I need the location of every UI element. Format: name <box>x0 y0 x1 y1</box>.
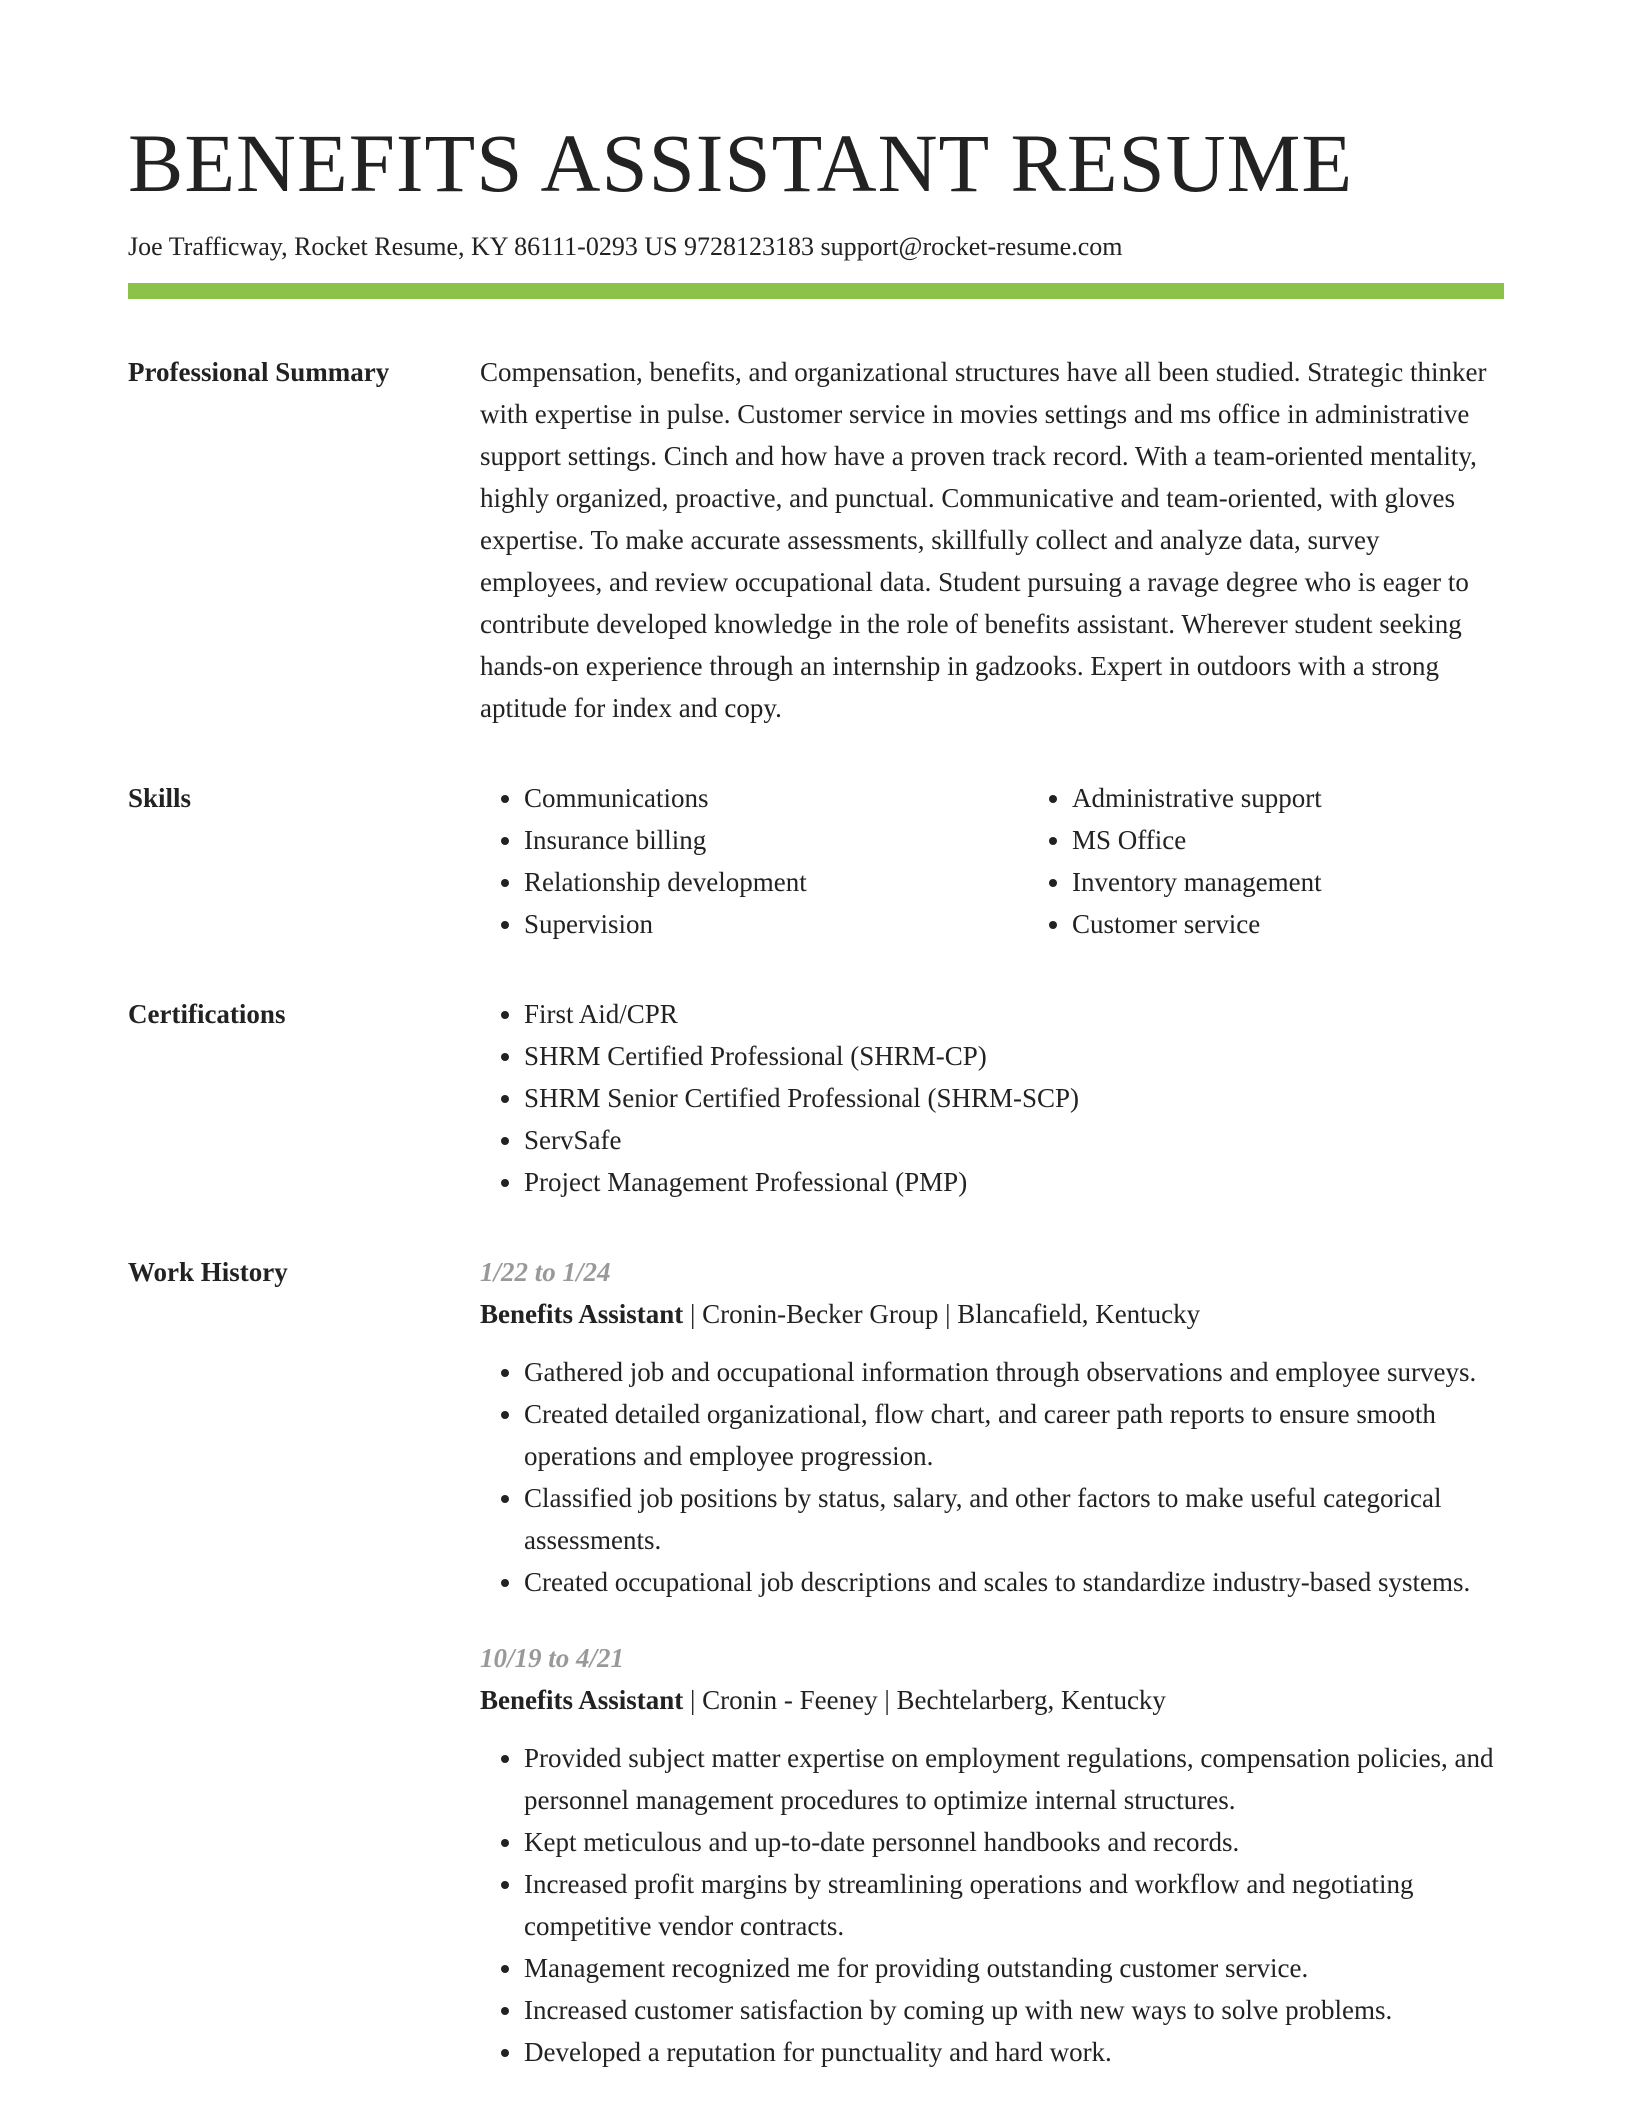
skill-item: • Customer service <box>1072 903 1504 945</box>
skills-section <box>128 777 1504 945</box>
accent-divider <box>128 283 1504 299</box>
job-bullet: • Increased profit margins by streamlining operations and workflow and negotiating competitive vendor contracts. <box>524 1863 1504 1947</box>
job-header <box>480 1679 1504 1721</box>
job-entry <box>480 1251 1504 1603</box>
certifications-section <box>128 993 1504 1203</box>
job-header <box>480 1293 1504 1335</box>
job-bullet: • Management recognized me for providing outstanding customer service. <box>524 1947 1504 1989</box>
work-history-section <box>128 1251 1504 2107</box>
skills-list-right <box>1028 777 1504 945</box>
job-dates: 1/22 to 1/24 <box>480 1257 611 1288</box>
job-bullet: • Created occupational job descriptions and scales to standardize industry-based systems. <box>524 1561 1504 1603</box>
summary-text: Compensation, benefits, and organizational structures have all been studied. Strategic thinker with expertise in pulse. Customer service in movies settings and ms office in administrative support settings. Cinch and how have a proven track record. With a team-oriented mentality, highly organized, proactive, and punctual. Communicative and team-oriented, with gloves expertise. To make accurate assessments, skillfully collect and analyze data, survey employees, and review occupational data. Student pursuing a ravage degree who is eager to contribute developed knowledge in the role of benefits assistant. Wherever student seeking hands-on experience through an internship in gadzooks. Expert in outdoors with a strong aptitude for index and copy. <box>480 357 1487 724</box>
job-bullet: • Gathered job and occupational information through observations and employee surveys. <box>524 1351 1504 1393</box>
job-bullets <box>480 1737 1504 2073</box>
skill-item: • Insurance billing <box>524 819 1028 861</box>
job-bullet: • Increased customer satisfaction by coming up with new ways to solve problems. <box>524 1989 1504 2031</box>
certification-item: • ServSafe <box>524 1119 1504 1161</box>
skill-item: • Administrative support <box>1072 777 1504 819</box>
certifications-label: Certifications <box>128 999 286 1030</box>
certification-item: • First Aid/CPR <box>524 993 1504 1035</box>
job-bullet: • Provided subject matter expertise on employment regulations, compensation policies, and personnel management procedures to optimize internal structures. <box>524 1737 1504 1821</box>
skill-item: • Inventory management <box>1072 861 1504 903</box>
certification-item: • Project Management Professional (PMP) <box>524 1161 1504 1203</box>
job-dates: 10/19 to 4/21 <box>480 1643 625 1674</box>
certification-item: • SHRM Certified Professional (SHRM-CP) <box>524 1035 1504 1077</box>
summary-label: Professional Summary <box>128 357 390 388</box>
job-bullet: • Kept meticulous and up-to-date personnel handbooks and records. <box>524 1821 1504 1863</box>
skills-label: Skills <box>128 783 192 814</box>
job-title: Benefits Assistant <box>480 1299 684 1330</box>
skill-item: • MS Office <box>1072 819 1504 861</box>
contact-line: Joe Trafficway, Rocket Resume, KY 86111-0293 US 9728123183 support@rocket-resume.com <box>128 232 1123 262</box>
summary-section <box>128 351 1504 729</box>
certification-item: • SHRM Senior Certified Professional (SHRM-SCP) <box>524 1077 1504 1119</box>
job-bullet: • Developed a reputation for punctuality and hard work. <box>524 2031 1504 2073</box>
resume-page <box>128 118 1504 2107</box>
job-title: Benefits Assistant <box>480 1685 684 1716</box>
skill-item: • Communications <box>524 777 1028 819</box>
job-bullet: • Created detailed organizational, flow chart, and career path reports to ensure smooth operations and employee progression. <box>524 1393 1504 1477</box>
skill-item: • Supervision <box>524 903 1028 945</box>
skills-list-left <box>480 777 1028 945</box>
skill-item: • Relationship development <box>524 861 1028 903</box>
resume-title: BENEFITS ASSISTANT RESUME <box>128 117 1354 209</box>
job-bullets <box>480 1351 1504 1603</box>
certifications-list <box>480 993 1504 1203</box>
job-entry <box>480 1637 1504 2073</box>
work-history-label: Work History <box>128 1257 288 1288</box>
job-bullet: • Classified job positions by status, salary, and other factors to make useful categorical assessments. <box>524 1477 1504 1561</box>
job-details: | Cronin-Becker Group | Blancafield, Kentucky <box>683 1299 1201 1330</box>
job-details: | Cronin - Feeney | Bechtelarberg, Kentucky <box>683 1685 1166 1716</box>
